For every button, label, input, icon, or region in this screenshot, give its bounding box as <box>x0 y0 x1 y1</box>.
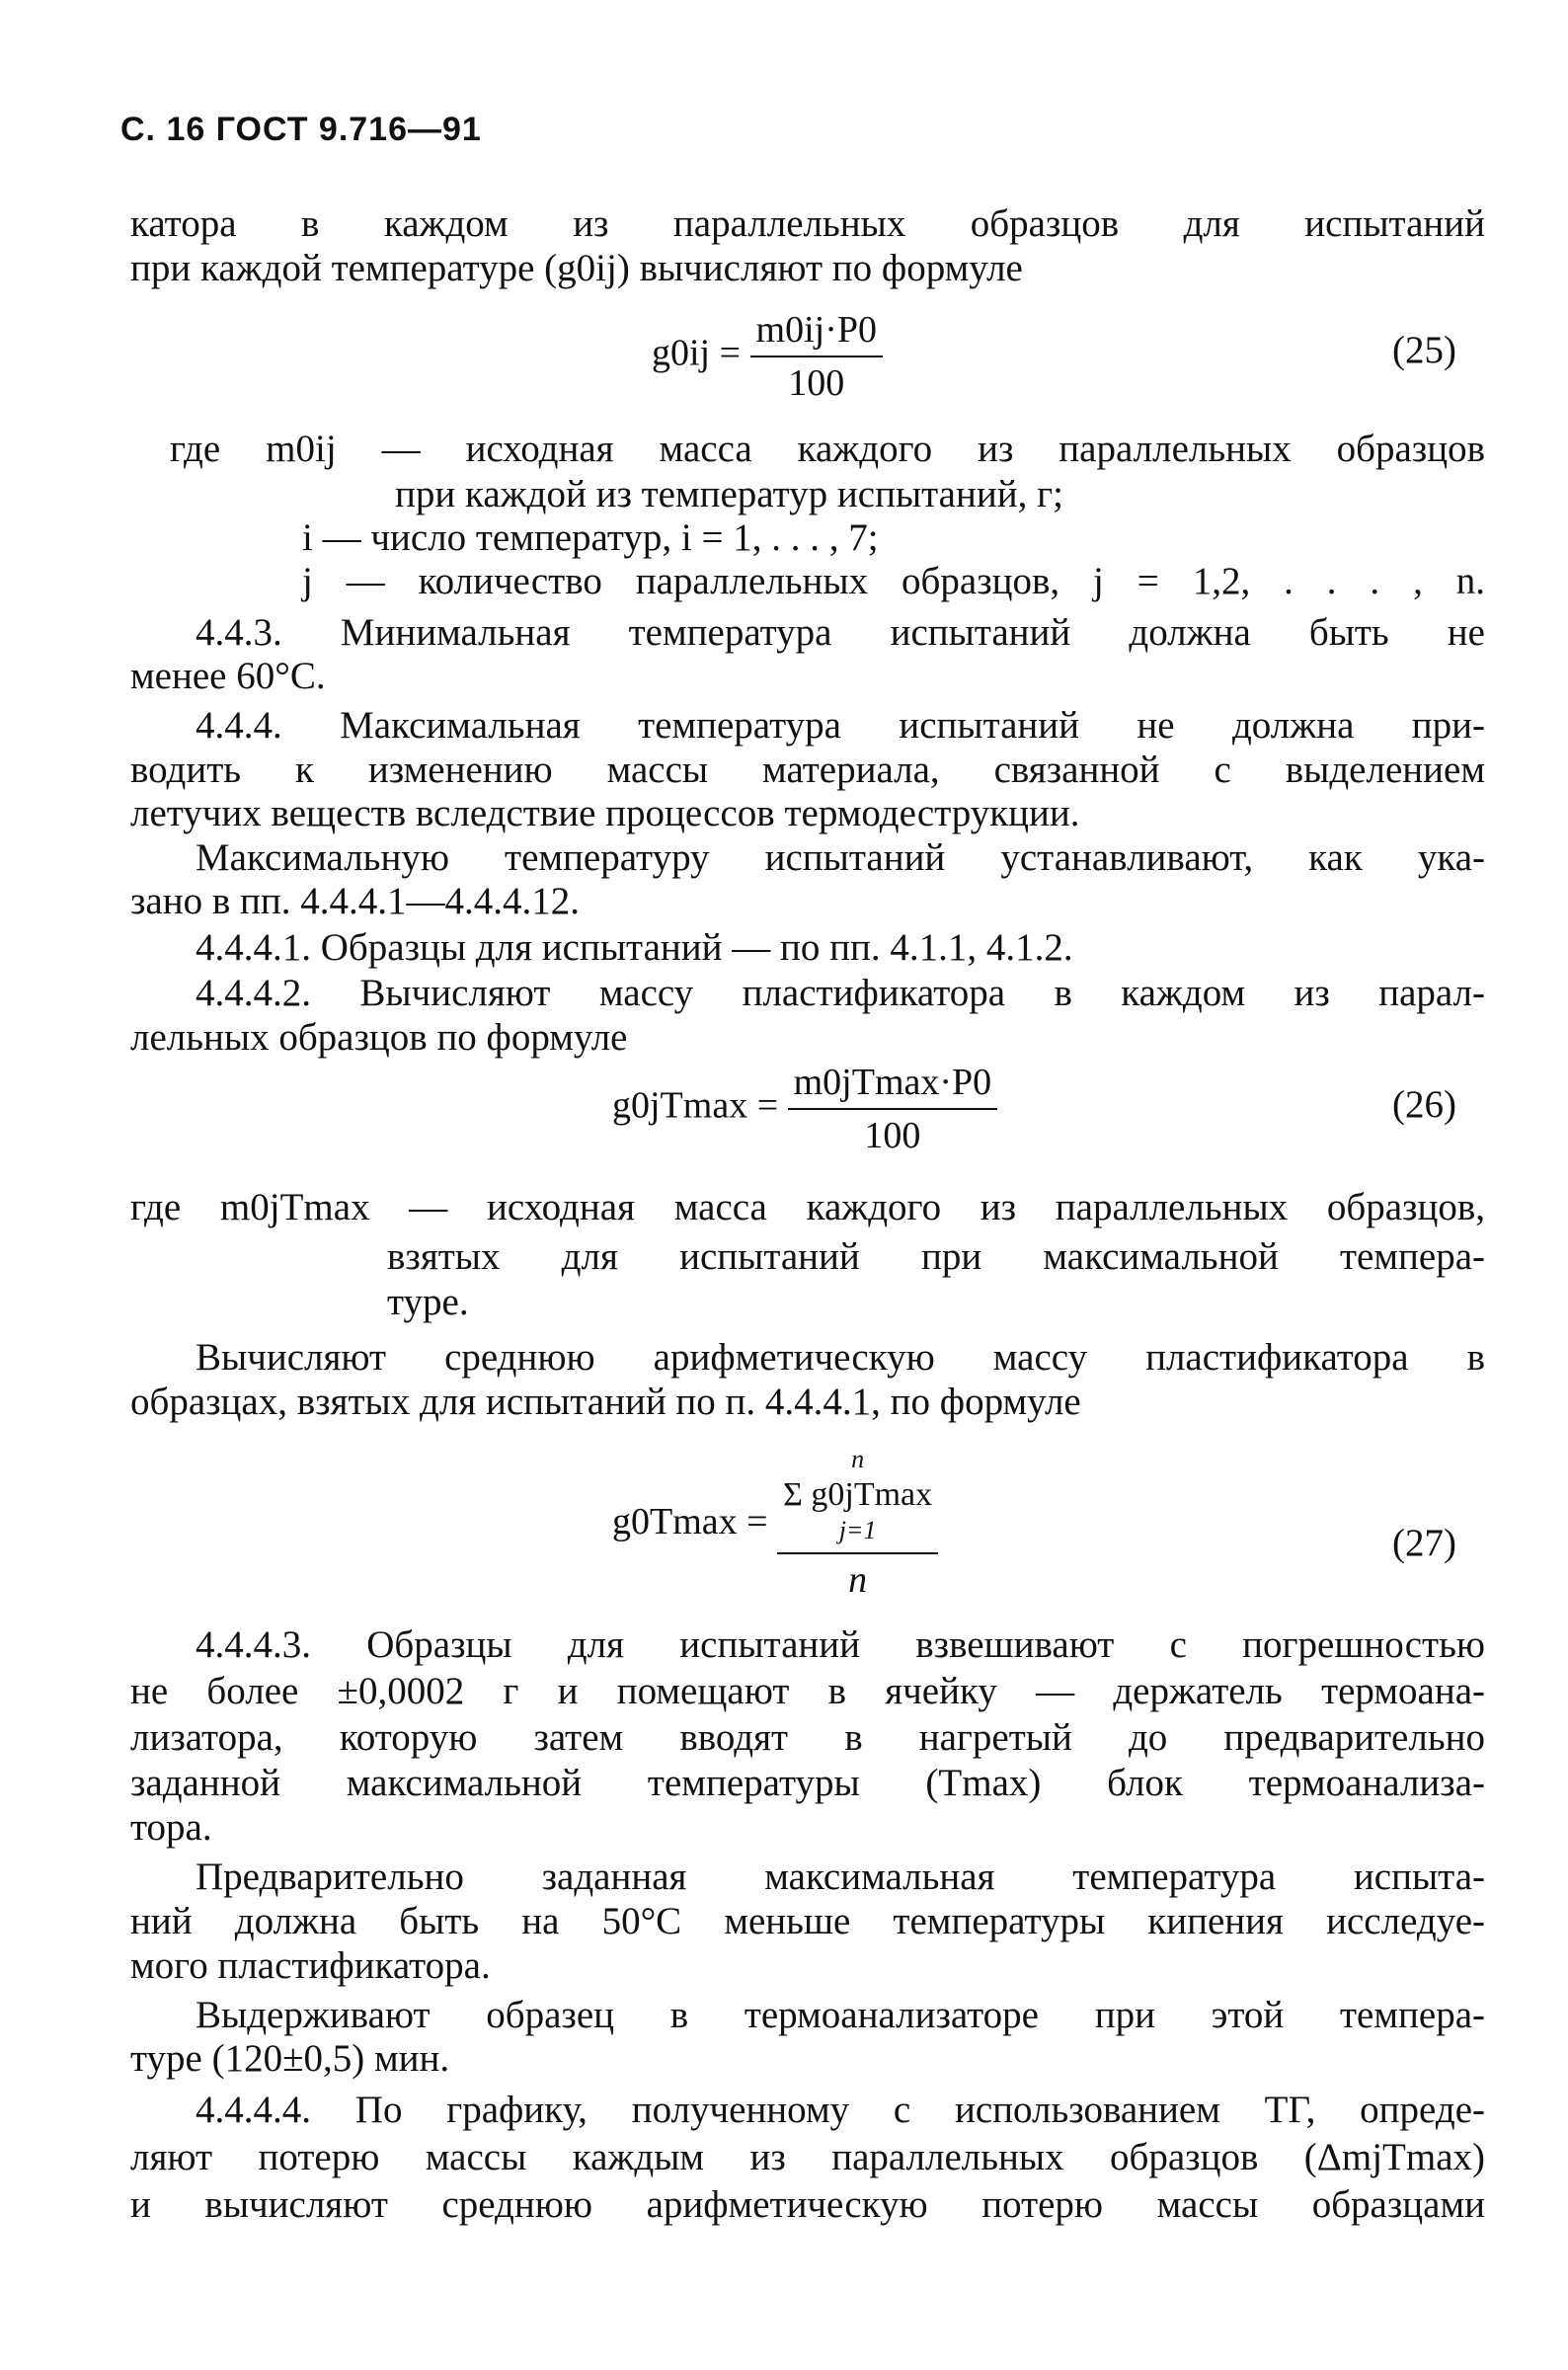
formula-fraction <box>788 1061 998 1157</box>
text-line: Выдерживают образец в термоанализаторе при этой темпера- <box>196 1994 1485 2036</box>
text-line: взятых для испытаний при максимальной темпера- <box>387 1235 1485 1278</box>
text-line: при каждой температуре (g0ij) вычисляют по формуле <box>130 247 1023 289</box>
text-line: при каждой из температур испытаний, г; <box>395 473 1063 515</box>
text-line: Максимальную температуру испытаний устанавливают, как ука- <box>196 836 1485 879</box>
page-header: С. 16 ГОСТ 9.716—91 <box>120 111 482 148</box>
text-line: не более ±0,0002 г и помещают в ячейку — держатель термоана- <box>130 1670 1485 1712</box>
equation-number: (25) <box>1392 329 1456 371</box>
text-line: 4.4.4.1. Образцы для испытаний — по пп. 4.1.1, 4.1.2. <box>196 926 1073 969</box>
formula-lhs: g0jTmax = <box>612 1084 779 1127</box>
formula-denominator: 100 <box>864 1115 921 1156</box>
formula-lhs: g0Tmax = <box>612 1501 768 1542</box>
text-line: ляют потерю массы каждым из параллельных образцов (ΔmjTmax) <box>130 2136 1485 2178</box>
text-line: и вычисляют среднюю арифметическую потерю массы образцами <box>130 2183 1485 2226</box>
text-line: Вычисляют среднюю арифметическую массу пластификатора в <box>196 1336 1485 1379</box>
formula-denominator: n <box>848 1559 868 1601</box>
formula-numerator <box>777 1442 938 1554</box>
text-line: 4.4.4.4. По графику, полученному с использованием ТГ, опреде- <box>196 2089 1485 2131</box>
sum-upper-limit: n <box>851 1445 865 1473</box>
text-line: j — количество параллельных образцов, j = 1,2, . . . , n. <box>302 560 1485 602</box>
formula-numerator: m0jTmax·P0 <box>788 1061 998 1110</box>
equation-number: (27) <box>1392 1522 1456 1564</box>
formula-denominator: 100 <box>788 362 845 404</box>
text-line: образцах, взятых для испытаний по п. 4.4.4.1, по формуле <box>130 1381 1081 1423</box>
formula-lhs: g0ij = <box>652 332 742 374</box>
formula-fraction <box>777 1442 938 1602</box>
text-line: катора в каждом из параллельных образцов для испытаний <box>130 202 1485 245</box>
text-line: лельных образцов по формуле <box>130 1016 628 1059</box>
text-line: Предварительно заданная максимальная температура испыта- <box>196 1856 1485 1898</box>
text-line: лизатора, которую затем вводят в нагретый до предварительно <box>130 1716 1485 1759</box>
sum-expression: Σ g0jTmax <box>783 1476 933 1513</box>
text-line: 4.4.4.2. Вычисляют массу пластификатора в каждом из парал- <box>196 972 1485 1014</box>
formula-27 <box>612 1442 938 1602</box>
text-line: мого пластификатора. <box>130 1944 491 1987</box>
text-line: туре (120±0,5) мин. <box>130 2037 450 2080</box>
text-line: 4.4.4.3. Образцы для испытаний взвешивают с погрешностью <box>196 1623 1485 1666</box>
text-line: где m0ij — исходная масса каждого из параллельных образцов <box>170 428 1485 470</box>
text-line: заданной максимальной температуры (Tmax) блок термоанализа- <box>130 1762 1485 1804</box>
sum-lower-limit: j=1 <box>838 1516 877 1544</box>
formula-26 <box>612 1061 997 1157</box>
text-line: менее 60°С. <box>130 655 326 697</box>
text-line: где m0jTmax — исходная масса каждого из параллельных образцов, <box>130 1186 1485 1228</box>
formula-numerator: m0ij·P0 <box>750 308 883 357</box>
text-line: ний должна быть на 50°С меньше температуры кипения исследуе- <box>130 1900 1485 1942</box>
equation-number: (26) <box>1392 1083 1456 1126</box>
text-line: i — число температур, i = 1, . . . , 7; <box>302 516 879 559</box>
text-line: тора. <box>130 1806 212 1849</box>
text-line: 4.4.4. Максимальная температура испытаний не должна при- <box>196 704 1485 747</box>
text-line: зано в пп. 4.4.4.1—4.4.4.12. <box>130 880 580 922</box>
text-line: летучих веществ вследствие процессов термодеструкции. <box>130 792 1080 834</box>
formula-fraction <box>750 308 883 405</box>
text-line: 4.4.3. Минимальная температура испытаний должна быть не <box>196 611 1485 654</box>
text-line: туре. <box>387 1281 469 1323</box>
text-line: водить к изменению массы материала, связанной с выделением <box>130 749 1485 791</box>
formula-25 <box>652 308 883 405</box>
